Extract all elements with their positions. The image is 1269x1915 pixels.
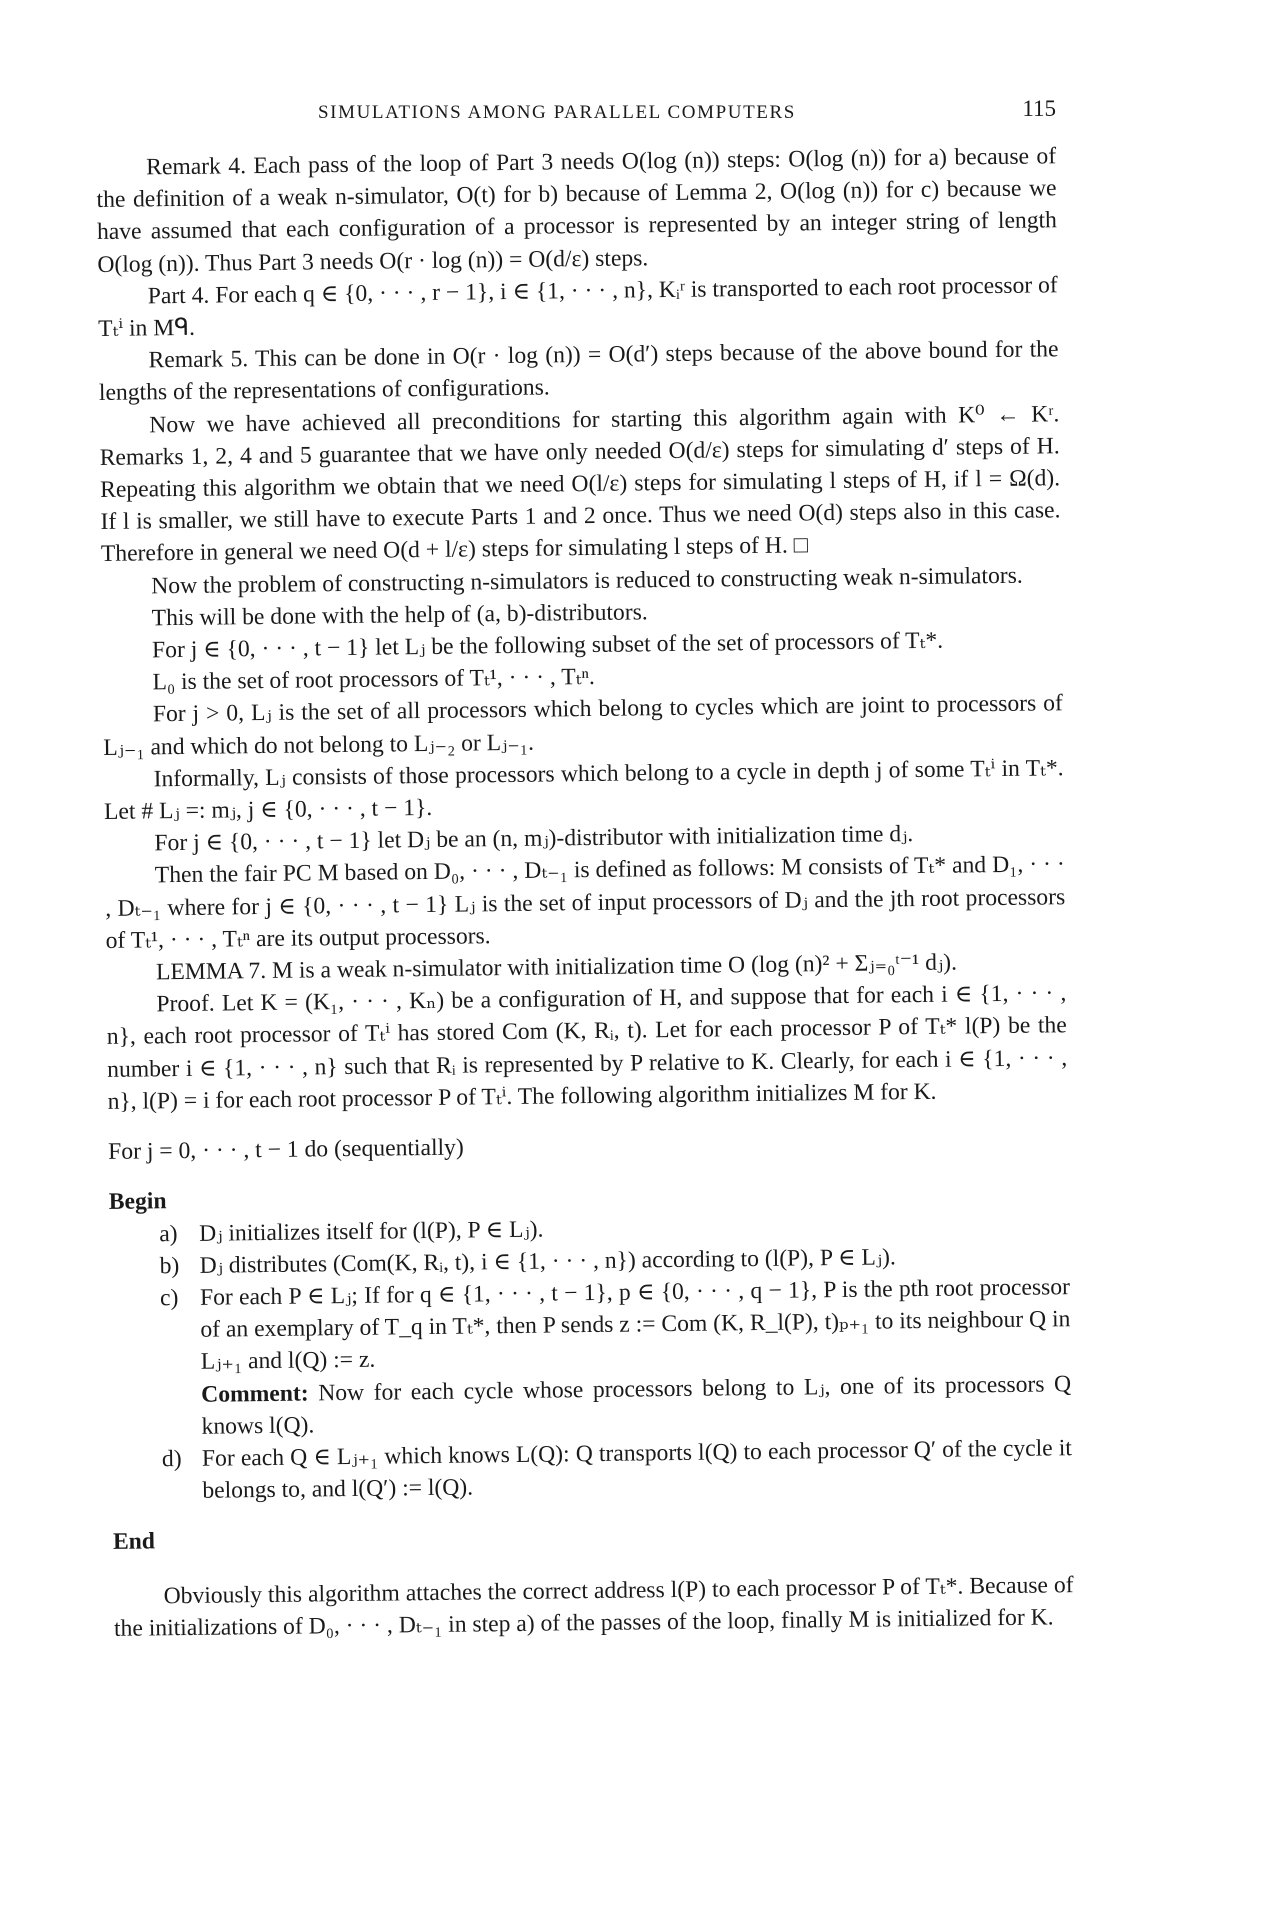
step-text: For each Q ∈ Lⱼ₊₁ which knows L(Q): Q transports l(Q) to each processor Q′ of the cycle it belongs to, and l(Q′) := l(Q). xyxy=(201,1435,1073,1504)
preconditions-paragraph: Now we have achieved all preconditions for starting this algorithm again with K⁰ ← Kʳ. Remarks 1, 2, 4 and 5 guarantee that we have only needed O(d/ε) steps for simulating d′ steps of H. Repeating this algorithm we obtain that we need O(l/ε) steps for simulating l steps of H, if l = Ω(d). If l is smaller, we still have to execute Parts 1 and 2 once. Thus we need O(d) steps also in this case. Therefore in general we need O(d + l/ε) steps for simulating l steps of H. □ xyxy=(99,400,1061,568)
algorithm-steps xyxy=(109,1207,1072,1509)
loop-header: For j = 0, · · · , t − 1 do (sequentially) xyxy=(108,1134,464,1166)
lj-definition-paragraph: For j ∈ {0, · · · , t − 1} let Lⱼ be the following subset of the set of processors of Tₜ*. xyxy=(151,627,944,664)
step-label: a) xyxy=(159,1220,178,1247)
distributors-paragraph: This will be done with the help of (a, b)-distributors. xyxy=(151,599,648,632)
running-head: SIMULATIONS AMONG PARALLEL COMPUTERS xyxy=(318,102,796,123)
end-keyword: End xyxy=(112,1528,156,1556)
remark-4-paragraph: Remark 4. Each pass of the loop of Part 3 needs O(log (n)) steps: O(log (n)) for a) because of the definition of a weak n-simulator, O(t) for b) because of Lemma 2, O(log (n)) for c) because we have assumed that each configuration of a processor is represented by an integer string of length O(log (n)). Thus Part 3 needs O(r · log (n)) = O(d/ε) steps. xyxy=(96,143,1058,278)
part-4-paragraph: Part 4. For each q ∈ {0, · · · , r − 1}, i ∈ {1, · · · , n}, Kᵢʳ is transported to each root processor of Tₜⁱ in Mᑫ. xyxy=(98,272,1058,343)
lemma-7: LEMMA 7. M is a weak n-simulator with initialization time O (log (n)² + Σⱼ₌₀ᵗ⁻¹ dⱼ). xyxy=(155,949,958,986)
step-label: c) xyxy=(159,1284,179,1312)
fair-pc-paragraph: Then the fair PC M based on D₀, · · · , Dₜ₋₁ is defined as follows: M consists of Tₜ* and D₁, · · · , Dₜ₋₁ where for j ∈ {0, · · · , t − 1} Lⱼ is the set of input processors of Dⱼ and the jth root processors of Tₜ¹, · · · , Tₜⁿ are its output processors. xyxy=(105,851,1066,954)
step-text: Dⱼ distributes (Com(K, Rᵢ, t), i ∈ {1, · · · , n}) according to (l(P), P ∈ Lⱼ). xyxy=(199,1244,896,1279)
lj-positive-paragraph: For j > 0, Lⱼ is the set of all processors which belong to cycles which are joint to processors of Lⱼ₋₁ and which do not belong to Lⱼ₋₂ or Lⱼ₋₁. xyxy=(103,690,1063,761)
proof-paragraph: Proof. Let K = (K₁, · · · , Kₙ) be a configuration of H, and suppose that for each i ∈ {1, · · · , n}, each root processor of Tₜⁱ has stored Com (K, Rᵢ, t). Let for each processor P of Tₜ* l(P) be the number i ∈ {1, · · · , n} such that Rᵢ is represented by P relative to K. Clearly, for each i ∈ {1, · · · , n}, l(P) = i for each root processor P of Tₜⁱ. The following algorithm initializes M for K. xyxy=(106,980,1068,1115)
body-text xyxy=(96,140,1074,1645)
remark-5-paragraph: Remark 5. This can be done in O(r · log (n)) = O(d′) steps because of the above bound for the lengths of the representations of configurations. xyxy=(98,336,1059,407)
begin-keyword: Begin xyxy=(108,1188,167,1216)
closing-paragraph: Obviously this algorithm attaches the correct address l(P) to each processor P of Tₜ*. Because of the initializations of D₀, · · · , Dₜ₋₁ in step a) of the passes of the loop, finally M is initialized for K. xyxy=(113,1571,1074,1642)
l0-paragraph: L₀ is the set of root processors of Tₜ¹, · · · , Tₜⁿ. xyxy=(152,664,595,696)
step-label: b) xyxy=(159,1252,180,1280)
dj-paragraph: For j ∈ {0, · · · , t − 1} let Dⱼ be an (n, mⱼ)-distributor with initialization time dⱼ. xyxy=(154,821,914,857)
page-number: 115 xyxy=(1022,96,1056,121)
step-item xyxy=(160,1271,1072,1443)
comment-label: Comment: xyxy=(201,1380,309,1408)
step-label: d) xyxy=(161,1445,182,1473)
informally-paragraph: Informally, Lⱼ consists of those processors which belong to a cycle in depth j of some Tₜⁱ in Tₜ*. Let # Lⱼ =: mⱼ, j ∈ {0, · · · , t − 1}. xyxy=(103,755,1064,826)
page-header xyxy=(96,94,1056,130)
step-text: For each P ∈ Lⱼ; If for q ∈ {1, · · · , t − 1}, p ∈ {0, · · · , q − 1}, P is the pth root processor of an exemplary of T_q in Tₜ*, then P sends z := Com (K, R_l(P), t)ₚ₊₁ to its neighbour Q in Lⱼ₊₁ and l(Q) := z. xyxy=(199,1274,1071,1376)
step-text: Dⱼ initializes itself for (l(P), P ∈ Lⱼ). xyxy=(199,1216,544,1247)
step-item xyxy=(162,1432,1073,1508)
reduction-paragraph: Now the problem of constructing n-simulators is reduced to constructing weak n-simulators. xyxy=(151,562,1023,599)
comment-text: Now for each cycle whose processors belong to Lⱼ, one of its processors Q knows l(Q). xyxy=(201,1370,1072,1440)
